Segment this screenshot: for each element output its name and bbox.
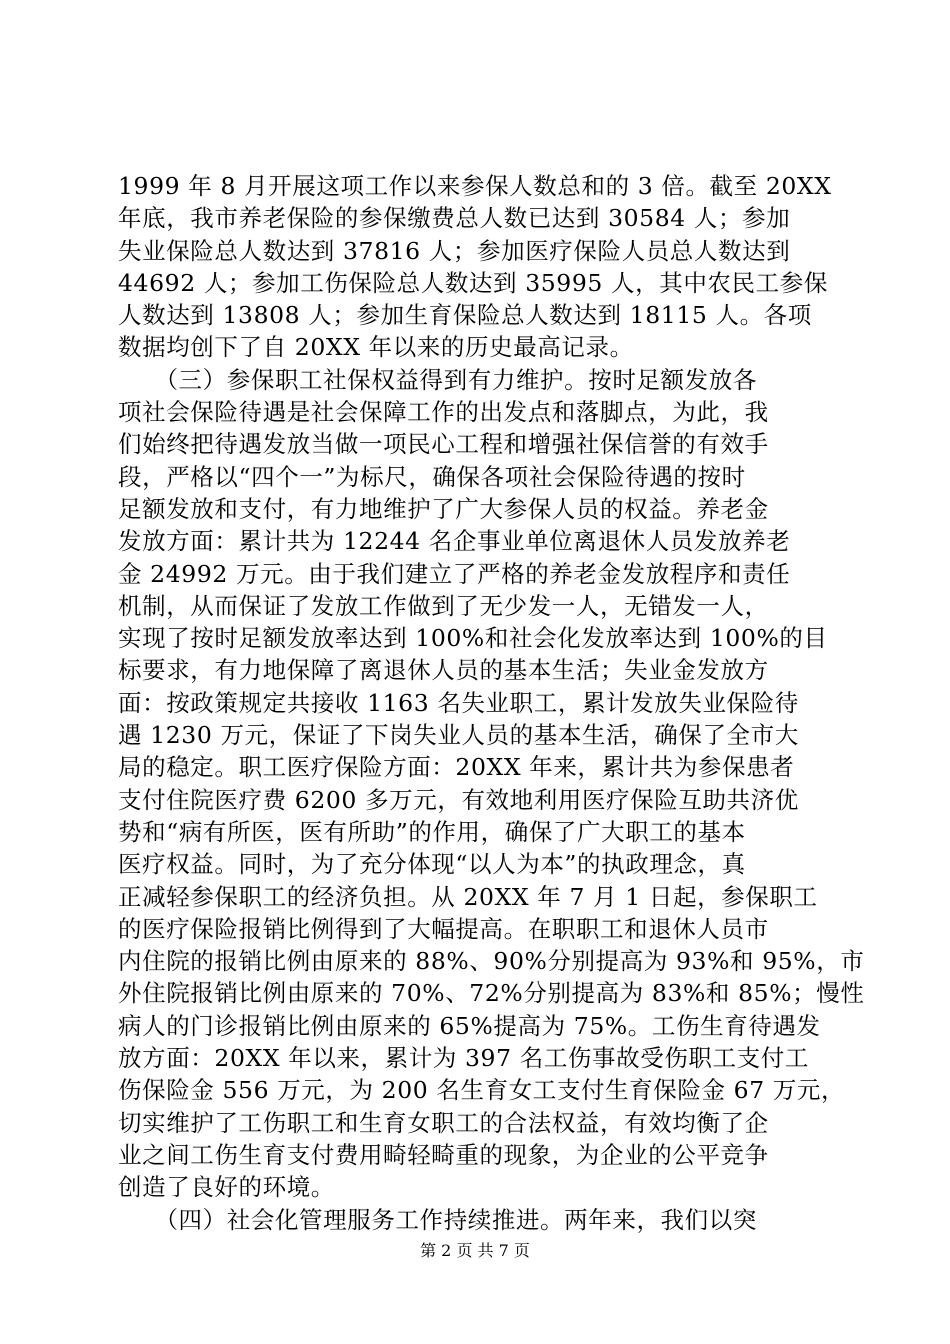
text-line: 金 24992 万元。由于我们建立了严格的养老金发放程序和责任 bbox=[118, 559, 791, 588]
text-line: 项社会保险待遇是社会保障工作的出发点和落脚点，为此，我 bbox=[118, 398, 769, 427]
text-line: 正减轻参保职工的经济负担。从 20XX 年 7 月 1 日起，参保职工 bbox=[118, 882, 818, 911]
text-line: 势和“病有所医，医有所助”的作用，确保了广大职工的基本 bbox=[118, 817, 746, 846]
text-line: 病人的门诊报销比例由原来的 65%提高为 75%。工伤生育待遇发 bbox=[118, 1011, 821, 1040]
text-line: 创造了良好的环境。 bbox=[118, 1173, 335, 1202]
text-line: 失业保险总人数达到 37816 人；参加医疗保险人员总人数达到 bbox=[118, 236, 791, 265]
text-line: 放方面：20XX 年以来，累计为 397 名工伤事故受伤职工支付工 bbox=[118, 1044, 809, 1073]
body-text bbox=[118, 170, 865, 1236]
text-line: （四）社会化管理服务工作持续推进。两年来，我们以突 bbox=[118, 1205, 757, 1234]
text-line: 们始终把待遇发放当做一项民心工程和增强社保信誉的有效手 bbox=[118, 430, 769, 459]
text-line: 数据均创下了自 20XX 年以来的历史最高记录。 bbox=[118, 333, 634, 362]
text-line: 人数达到 13808 人；参加生育保险总人数达到 18115 人。各项 bbox=[118, 301, 812, 330]
text-line: 伤保险金 556 万元，为 200 名生育女工支付生育保险金 67 万元， bbox=[118, 1076, 846, 1105]
text-line: 1999 年 8 月开展这项工作以来参保人数总和的 3 倍。截至 20XX bbox=[118, 172, 832, 200]
text-line: 机制，从而保证了发放工作做到了无少发一人，无错发一人， bbox=[118, 591, 769, 620]
text-line: 的医疗保险报销比例得到了大幅提高。在职职工和退休人员市 bbox=[118, 914, 769, 943]
text-line: 发放方面：累计共为 12244 名企事业单位离退休人员发放养老 bbox=[118, 527, 791, 556]
text-line: （三）参保职工社保权益得到有力维护。按时足额发放各 bbox=[118, 365, 757, 394]
text-line: 标要求，有力地保障了离退休人员的基本生活；失业金发放方 bbox=[118, 656, 769, 685]
text-line: 内住院的报销比例由原来的 88%、90%分别提高为 93%和 95%，市 bbox=[118, 947, 865, 976]
text-line: 支付住院医疗费 6200 多万元，有效地利用医疗保险互助共济优 bbox=[118, 785, 799, 814]
page-number-footer: 第 2 页 共 7 页 bbox=[420, 1241, 530, 1260]
text-line: 段，严格以“四个一”为标尺，确保各项社会保险待遇的按时 bbox=[118, 462, 746, 491]
text-line: 切实维护了工伤职工和生育女职工的合法权益，有效均衡了企 bbox=[118, 1108, 769, 1137]
text-line: 局的稳定。职工医疗保险方面：20XX 年来，累计共为参保患者 bbox=[118, 753, 795, 782]
text-line: 年底，我市养老保险的参保缴费总人数已达到 30584 人；参加 bbox=[118, 204, 791, 233]
text-line: 实现了按时足额发放率达到 100%和社会化发放率达到 100%的目 bbox=[118, 624, 828, 653]
text-line: 遇 1230 万元，保证了下岗失业人员的基本生活，确保了全市大 bbox=[118, 721, 799, 750]
text-line: 业之间工伤生育支付费用畸轻畸重的现象，为企业的公平竞争 bbox=[118, 1140, 769, 1169]
text-line: 外住院报销比例由原来的 70%、72%分别提高为 83%和 85%；慢性 bbox=[118, 979, 865, 1008]
text-line: 面：按政策规定共接收 1163 名失业职工，累计发放失业保险待 bbox=[118, 688, 799, 717]
text-line: 44692 人；参加工伤保险总人数达到 35995 人，其中农民工参保 bbox=[118, 268, 828, 297]
text-line: 医疗权益。同时，为了充分体现“以人为本”的执政理念，真 bbox=[118, 850, 746, 879]
text-line: 足额发放和支付，有力地维护了广大参保人员的权益。养老金 bbox=[118, 494, 769, 523]
